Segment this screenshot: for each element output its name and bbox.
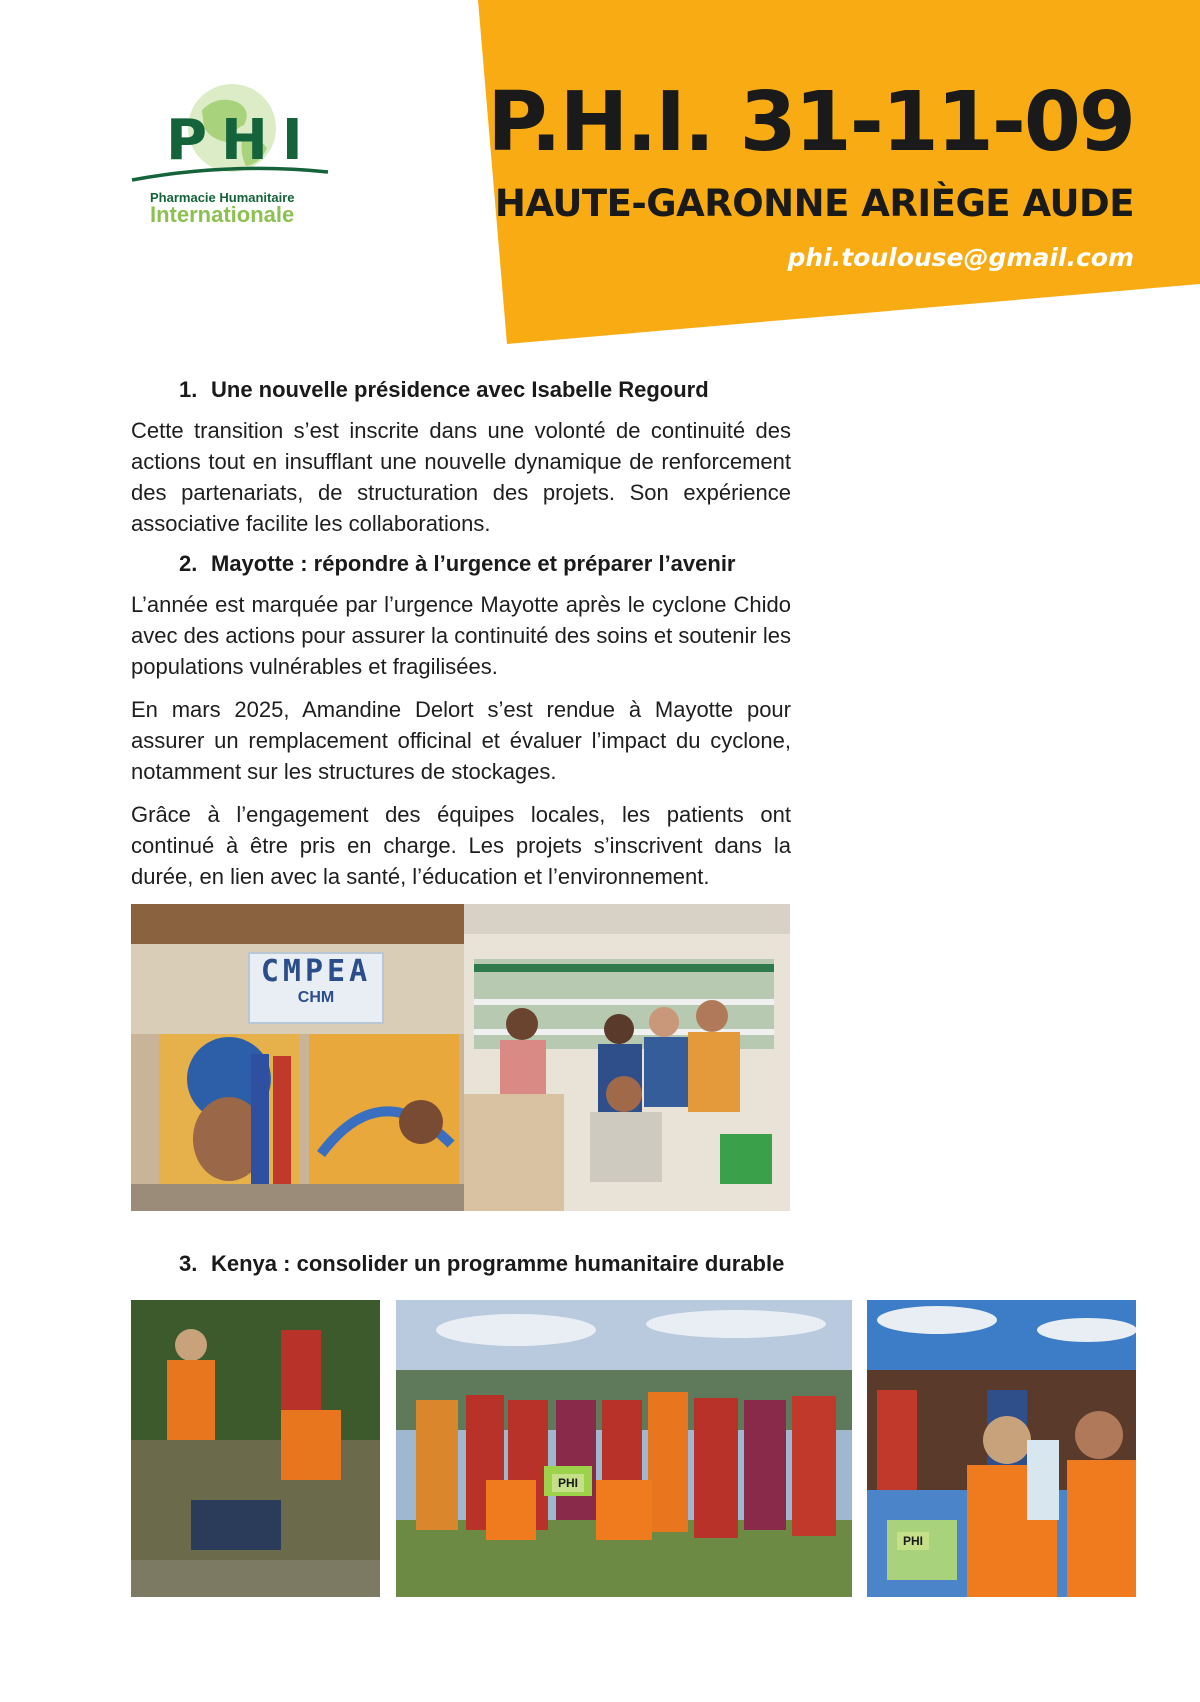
logo-line2: Internationale [150,202,295,227]
sign-title: CMPEA [260,954,372,989]
paragraph: Cette transition s’est inscrite dans une volonté de continuité des actions tout en insufflant une nouvelle dynamique de renforcement des partenariats, de structuration des projets. Son expérience associative facilite les collaborations. [131,418,791,536]
photo-scene [131,1300,380,1597]
photo-pharmacy-team [464,904,790,1211]
section-number: 3. [179,1251,198,1276]
box-label: PHI [552,1474,584,1492]
section-heading-2 [179,551,791,577]
sign-subtitle: CHM [297,989,335,1006]
cmpea-sign [248,952,384,1024]
page-title: P.H.I. 31-11-09 [487,75,1134,170]
photo-kenya-water-test [131,1300,380,1597]
photo-scene [131,904,464,1211]
header-text [487,75,1134,272]
photo-kenya-group [396,1300,852,1597]
contact-email[interactable]: phi.toulouse@gmail.com [787,243,1134,272]
section-number: 2. [179,551,198,576]
section-title: Mayotte : répondre à l’urgence et préparer l’avenir [211,551,736,576]
logo-line1: Pharmacie Humanitaire [150,190,295,205]
logo-swoosh [130,156,330,186]
photo-kenya-water-bottle [867,1300,1136,1597]
photo-scene [464,904,790,1211]
logo-letters: PHI [166,108,317,173]
section-heading-1 [179,377,791,403]
photo-scene [396,1300,852,1597]
box-label: PHI [897,1532,929,1550]
phi-logo [130,80,330,230]
photo-scene [867,1300,1136,1597]
page-subtitle: HAUTE-GARONNE ARIÈGE AUDE [494,182,1134,225]
paragraph: L’année est marquée par l’urgence Mayotte après le cyclone Chido avec des actions pour assurer la continuité des soins et soutenir les populations vulnérables et fragilisées. [131,592,791,679]
section-title: Une nouvelle présidence avec Isabelle Regourd [211,377,709,402]
section-heading-3 [179,1251,784,1277]
paragraph: En mars 2025, Amandine Delort s’est rendue à Mayotte pour assurer un remplacement officinal et évaluer l’impact du cyclone, notamment sur les structures de stockages. [131,697,791,784]
photo-cmpea-mural [131,904,464,1211]
section-number: 1. [179,377,198,402]
content [131,377,791,904]
paragraph: Grâce à l’engagement des équipes locales, les patients ont continué à être pris en charge. Les projets s’inscrivent dans la durée, en lien avec la santé, l’éducation et l’environnement. [131,802,791,889]
section-title: Kenya : consolider un programme humanitaire durable [211,1251,785,1276]
